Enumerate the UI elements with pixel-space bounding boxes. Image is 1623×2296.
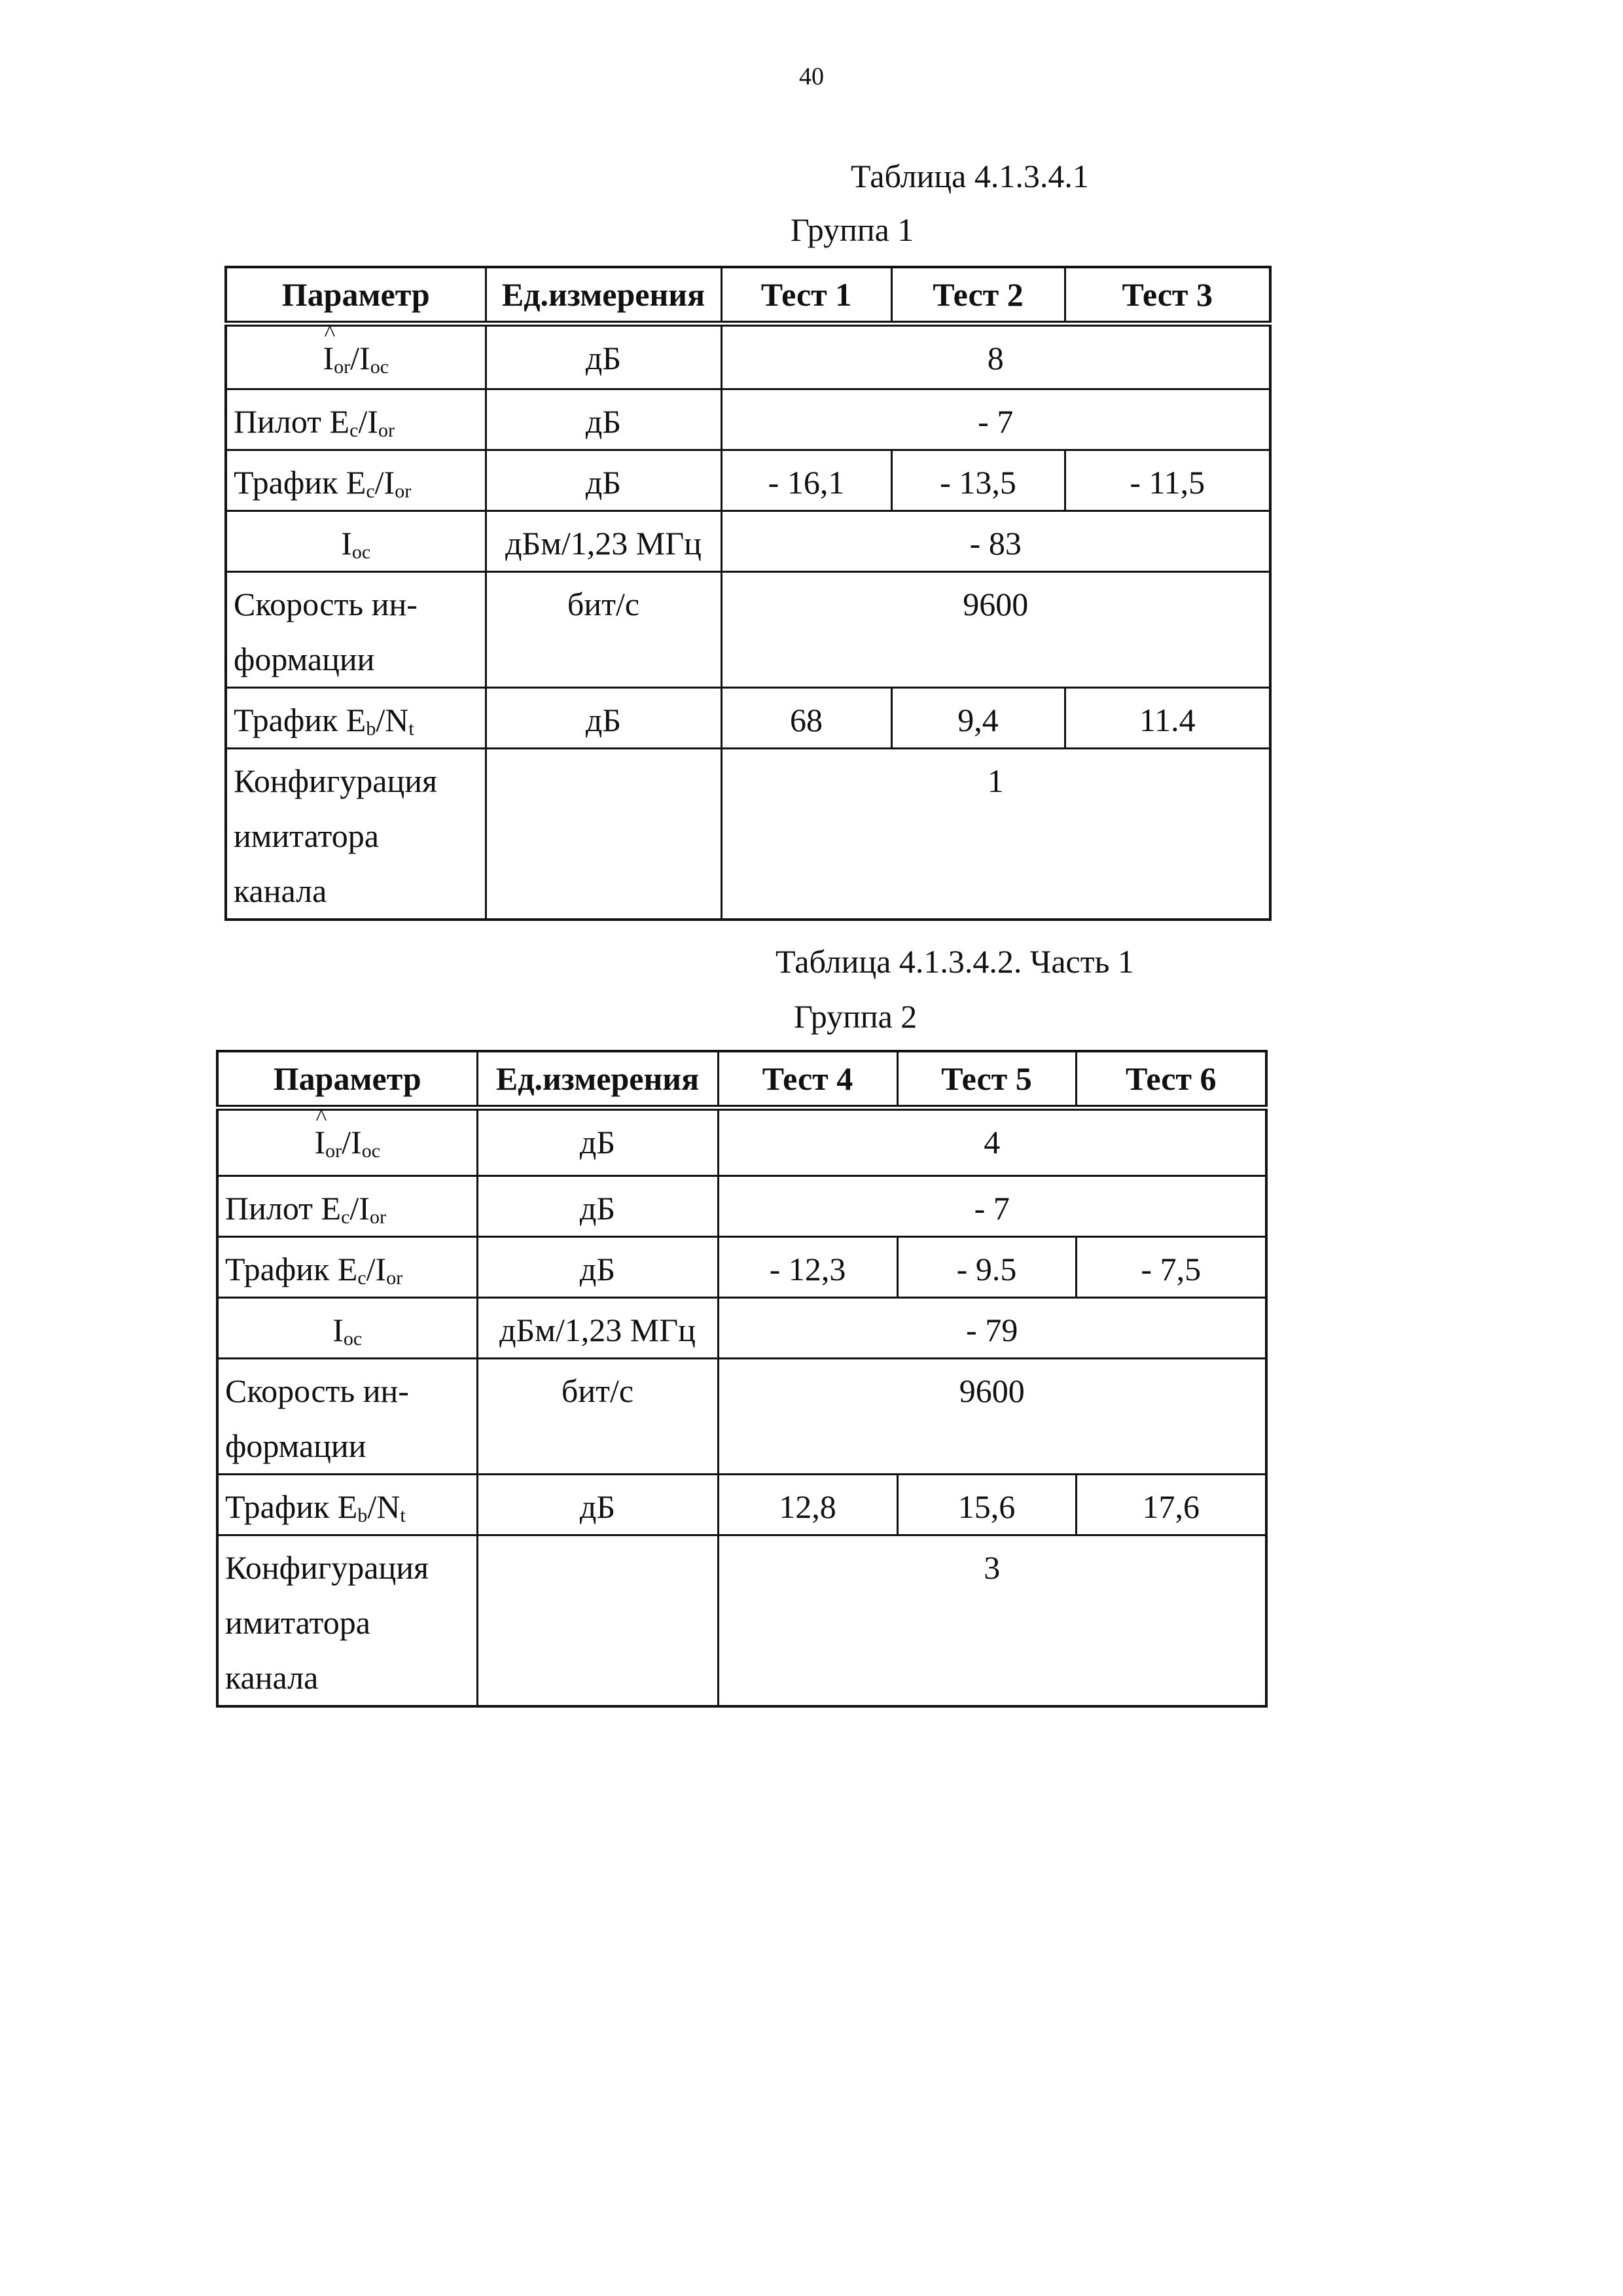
table-row <box>217 1297 1266 1358</box>
param-cell: Скорость ин-формации <box>226 571 486 687</box>
table-row <box>217 1474 1266 1535</box>
value-cell: - 13,5 <box>891 450 1065 511</box>
table-header-row <box>217 1051 1266 1107</box>
value-cell: 3 <box>718 1535 1266 1706</box>
param-cell: $I_{oc}$ <box>217 1297 477 1358</box>
param-cell: Трафик $E_b/N_t$ <box>226 687 486 748</box>
param-cell: ^ $I_{or}/I_{oc}$ <box>217 1107 477 1175</box>
table-row <box>226 687 1270 748</box>
table-row <box>217 1535 1266 1706</box>
table-row <box>226 571 1270 687</box>
value-cell: 12,8 <box>718 1474 897 1535</box>
param-cell: Конфигурация имитатора канала <box>217 1535 477 1706</box>
header-cell: Ед.измерения <box>477 1051 718 1107</box>
unit-cell: дБ <box>477 1236 718 1297</box>
unit-cell <box>486 748 721 920</box>
table-row <box>226 511 1270 571</box>
table-row <box>217 1236 1266 1297</box>
param-cell: Трафик $E_c/I_{or}$ <box>217 1236 477 1297</box>
header-cell: Параметр <box>226 267 486 323</box>
param-cell: Скорость ин-формации <box>217 1358 477 1474</box>
page-number: 40 <box>799 63 824 90</box>
table-row <box>226 323 1270 389</box>
param-cell: Трафик $E_b/N_t$ <box>217 1474 477 1535</box>
value-cell: 11.4 <box>1065 687 1270 748</box>
header-cell: Ед.измерения <box>486 267 721 323</box>
header-cell: Тест 4 <box>718 1051 897 1107</box>
table-1-caption: Таблица 4.1.3.4.1 <box>851 158 1089 194</box>
header-cell: Тест 2 <box>891 267 1065 323</box>
unit-cell: дБ <box>477 1107 718 1175</box>
value-cell: 68 <box>721 687 891 748</box>
value-cell: - 11,5 <box>1065 450 1270 511</box>
value-cell: - 83 <box>721 511 1270 571</box>
value-cell: 4 <box>718 1107 1266 1175</box>
header-cell: Параметр <box>217 1051 477 1107</box>
unit-cell: дБм/1,23 МГц <box>486 511 721 571</box>
param-cell: Конфигурация имитатора канала <box>226 748 486 920</box>
param-cell: $I_{oc}$ <box>226 511 486 571</box>
value-cell: - 9.5 <box>897 1236 1076 1297</box>
unit-cell: дБм/1,23 МГц <box>477 1297 718 1358</box>
param-cell: Трафик $E_c/I_{or}$ <box>226 450 486 511</box>
table-2-caption: Таблица 4.1.3.4.2. Часть 1 <box>776 943 1134 980</box>
value-cell: 1 <box>721 748 1270 920</box>
header-cell: Тест 1 <box>721 267 891 323</box>
table-row <box>217 1107 1266 1175</box>
table-2 <box>216 1050 1268 1708</box>
value-cell: 8 <box>721 323 1270 389</box>
table-2-group: Группа 2 <box>794 998 918 1035</box>
header-cell: Тест 5 <box>897 1051 1076 1107</box>
unit-cell: дБ <box>477 1175 718 1236</box>
value-cell: - 12,3 <box>718 1236 897 1297</box>
param-cell: Пилот $E_c/I_{or}$ <box>226 389 486 450</box>
param-cell: Пилот $E_c/I_{or}$ <box>217 1175 477 1236</box>
header-cell: Тест 6 <box>1076 1051 1266 1107</box>
unit-cell: бит/с <box>486 571 721 687</box>
value-cell: 9600 <box>721 571 1270 687</box>
value-cell: 15,6 <box>897 1474 1076 1535</box>
table-row <box>217 1358 1266 1474</box>
unit-cell <box>477 1535 718 1706</box>
value-cell: 9600 <box>718 1358 1266 1474</box>
value-cell: - 79 <box>718 1297 1266 1358</box>
unit-cell: дБ <box>477 1474 718 1535</box>
value-cell: - 7 <box>721 389 1270 450</box>
unit-cell: дБ <box>486 389 721 450</box>
table-row <box>226 389 1270 450</box>
table-row <box>217 1175 1266 1236</box>
table-row <box>226 450 1270 511</box>
value-cell: - 7 <box>718 1175 1266 1236</box>
unit-cell: бит/с <box>477 1358 718 1474</box>
param-cell: ^ $I_{or}/I_{oc}$ <box>226 323 486 389</box>
unit-cell: дБ <box>486 687 721 748</box>
value-cell: - 16,1 <box>721 450 891 511</box>
unit-cell: дБ <box>486 323 721 389</box>
value-cell: - 7,5 <box>1076 1236 1266 1297</box>
header-cell: Тест 3 <box>1065 267 1270 323</box>
unit-cell: дБ <box>486 450 721 511</box>
table-header-row <box>226 267 1270 323</box>
table-1-group: Группа 1 <box>791 211 914 248</box>
value-cell: 17,6 <box>1076 1474 1266 1535</box>
table-1 <box>224 266 1272 921</box>
value-cell: 9,4 <box>891 687 1065 748</box>
table-row <box>226 748 1270 920</box>
